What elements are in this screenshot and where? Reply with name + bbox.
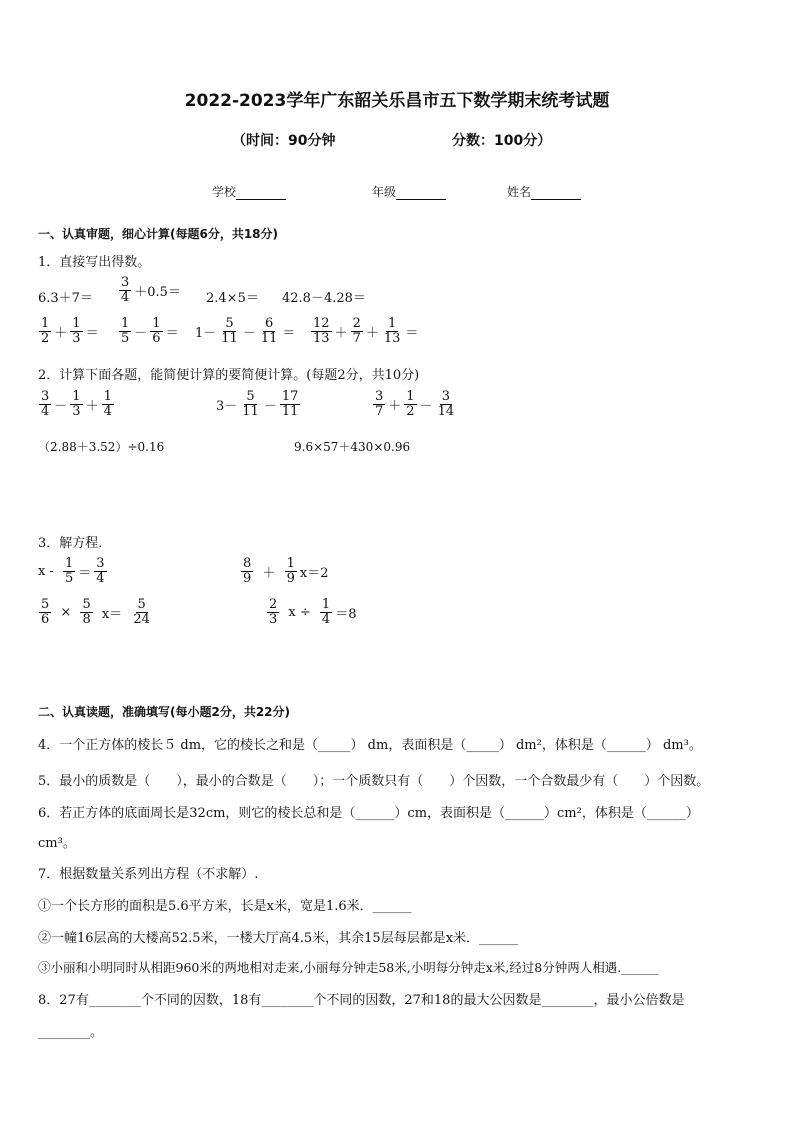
q2-a: $\frac{3}{4}$ － $\frac{1}{3}$ ＋ $\frac{1}{4}$	[41, 389, 112, 419]
q5: 5．最小的质数是（ ），最小的合数是（ ）；一个质数只有（ ）个因数，一个合数最少有（ ）个因数。	[38, 774, 710, 789]
q6-tail: cm³。	[38, 836, 76, 851]
q3-title: 3．解方程．	[38, 536, 112, 551]
section2-heading: 二、认真读题，准确填写(每小题2分，共22分)	[38, 705, 291, 719]
q1-2b: $\frac{1}{5}$ － $\frac{1}{6}$ ＝	[121, 316, 179, 346]
q4: 4．一个正方体的棱长５ dm，它的棱长之和是（_____） dm，表面积是（_____） dm²，体积是（______） dm³。	[38, 738, 702, 753]
exam-time: （时间：90分钟	[232, 133, 336, 149]
q3-b: $\frac{8}{9}$ ＋ $\frac{1}{9}$ x＝2	[243, 556, 329, 586]
name-blank[interactable]	[531, 187, 581, 200]
q1-1d: 42.8－4.28＝	[282, 291, 366, 306]
q2-b: 3－ $\frac{5}{11}$ － $\frac{17}{11}$	[216, 389, 299, 419]
q2-d: （2.88＋3.52）÷0.16	[38, 440, 165, 454]
name-label: 姓名	[507, 185, 532, 199]
q1-title: 1．直接写出得数。	[38, 255, 151, 270]
q1-1b: $\frac{3}{4}$ ＋0.5＝	[121, 275, 181, 305]
grade-label: 年级	[372, 185, 397, 199]
q7-1: ①一个长方形的面积是5.6平方米，长是x米，宽是1.6米．______	[38, 899, 412, 914]
school-field[interactable]	[212, 183, 286, 200]
q1-2c: 1－ $\frac{5}{11}$ － $\frac{6}{11}$ ＝	[195, 316, 296, 346]
name-field[interactable]	[507, 183, 581, 200]
q7: 7．根据数量关系列出方程（不求解）.	[38, 867, 259, 882]
q2-c: $\frac{3}{7}$ ＋ $\frac{1}{2}$ － $\frac{3}{14}$	[375, 389, 455, 419]
q3-d: $\frac{2}{3}$ x ÷ $\frac{1}{4}$ ＝8	[269, 597, 357, 627]
q3-c: $\frac{5}{6}$ × $\frac{5}{8}$ x＝ $\frac{5}{24}$	[41, 597, 150, 627]
grade-blank[interactable]	[396, 187, 446, 200]
school-blank[interactable]	[236, 187, 286, 200]
q2-title: 2．计算下面各题，能简便计算的要简便计算。(每题2分，共10分)	[38, 368, 420, 383]
q1-1c: 2.4×5＝	[206, 291, 259, 306]
q6: 6．若正方体的底面周长是32cm，则它的棱长总和是（______）cm，表面积是（______）cm²，体积是（______）	[38, 806, 699, 821]
school-label: 学校	[212, 185, 237, 199]
grade-field[interactable]	[372, 183, 446, 200]
page-title: 2022-2023学年广东韶关乐昌市五下数学期末统考试题	[184, 91, 610, 111]
q2-e: 9.6×57＋430×0.96	[294, 440, 411, 454]
q7-2: ②一幢16层高的大楼高52.5米，一楼大厅高4.5米，其余15层每层都是x米．______	[38, 931, 519, 946]
q1-1a: 6.3＋7＝	[38, 291, 93, 306]
q3-a: x - $\frac{1}{5}$ ＝ $\frac{3}{4}$	[38, 556, 105, 586]
q1-2d: $\frac{12}{13}$ ＋ $\frac{2}{7}$ ＋ $\frac{1}{13}$ ＝	[313, 316, 419, 346]
q1-2a: $\frac{1}{2}$ ＋ $\frac{1}{3}$ ＝	[41, 316, 99, 346]
section1-heading: 一、认真审题，细心计算(每题6分，共18分)	[38, 227, 279, 241]
q7-3: ③小丽和小明同时从相距960米的两地相对走来,小丽每分钟走58米,小明每分钟走x米,经过8分钟两人相遇.______	[38, 960, 659, 975]
q8-tail: ________。	[38, 1025, 104, 1040]
exam-score: 分数：100分）	[452, 133, 552, 149]
q8: 8．27有________个不同的因数，18有________个不同的因数，27和18的最大公因数是________，最小公倍数是	[38, 993, 685, 1008]
